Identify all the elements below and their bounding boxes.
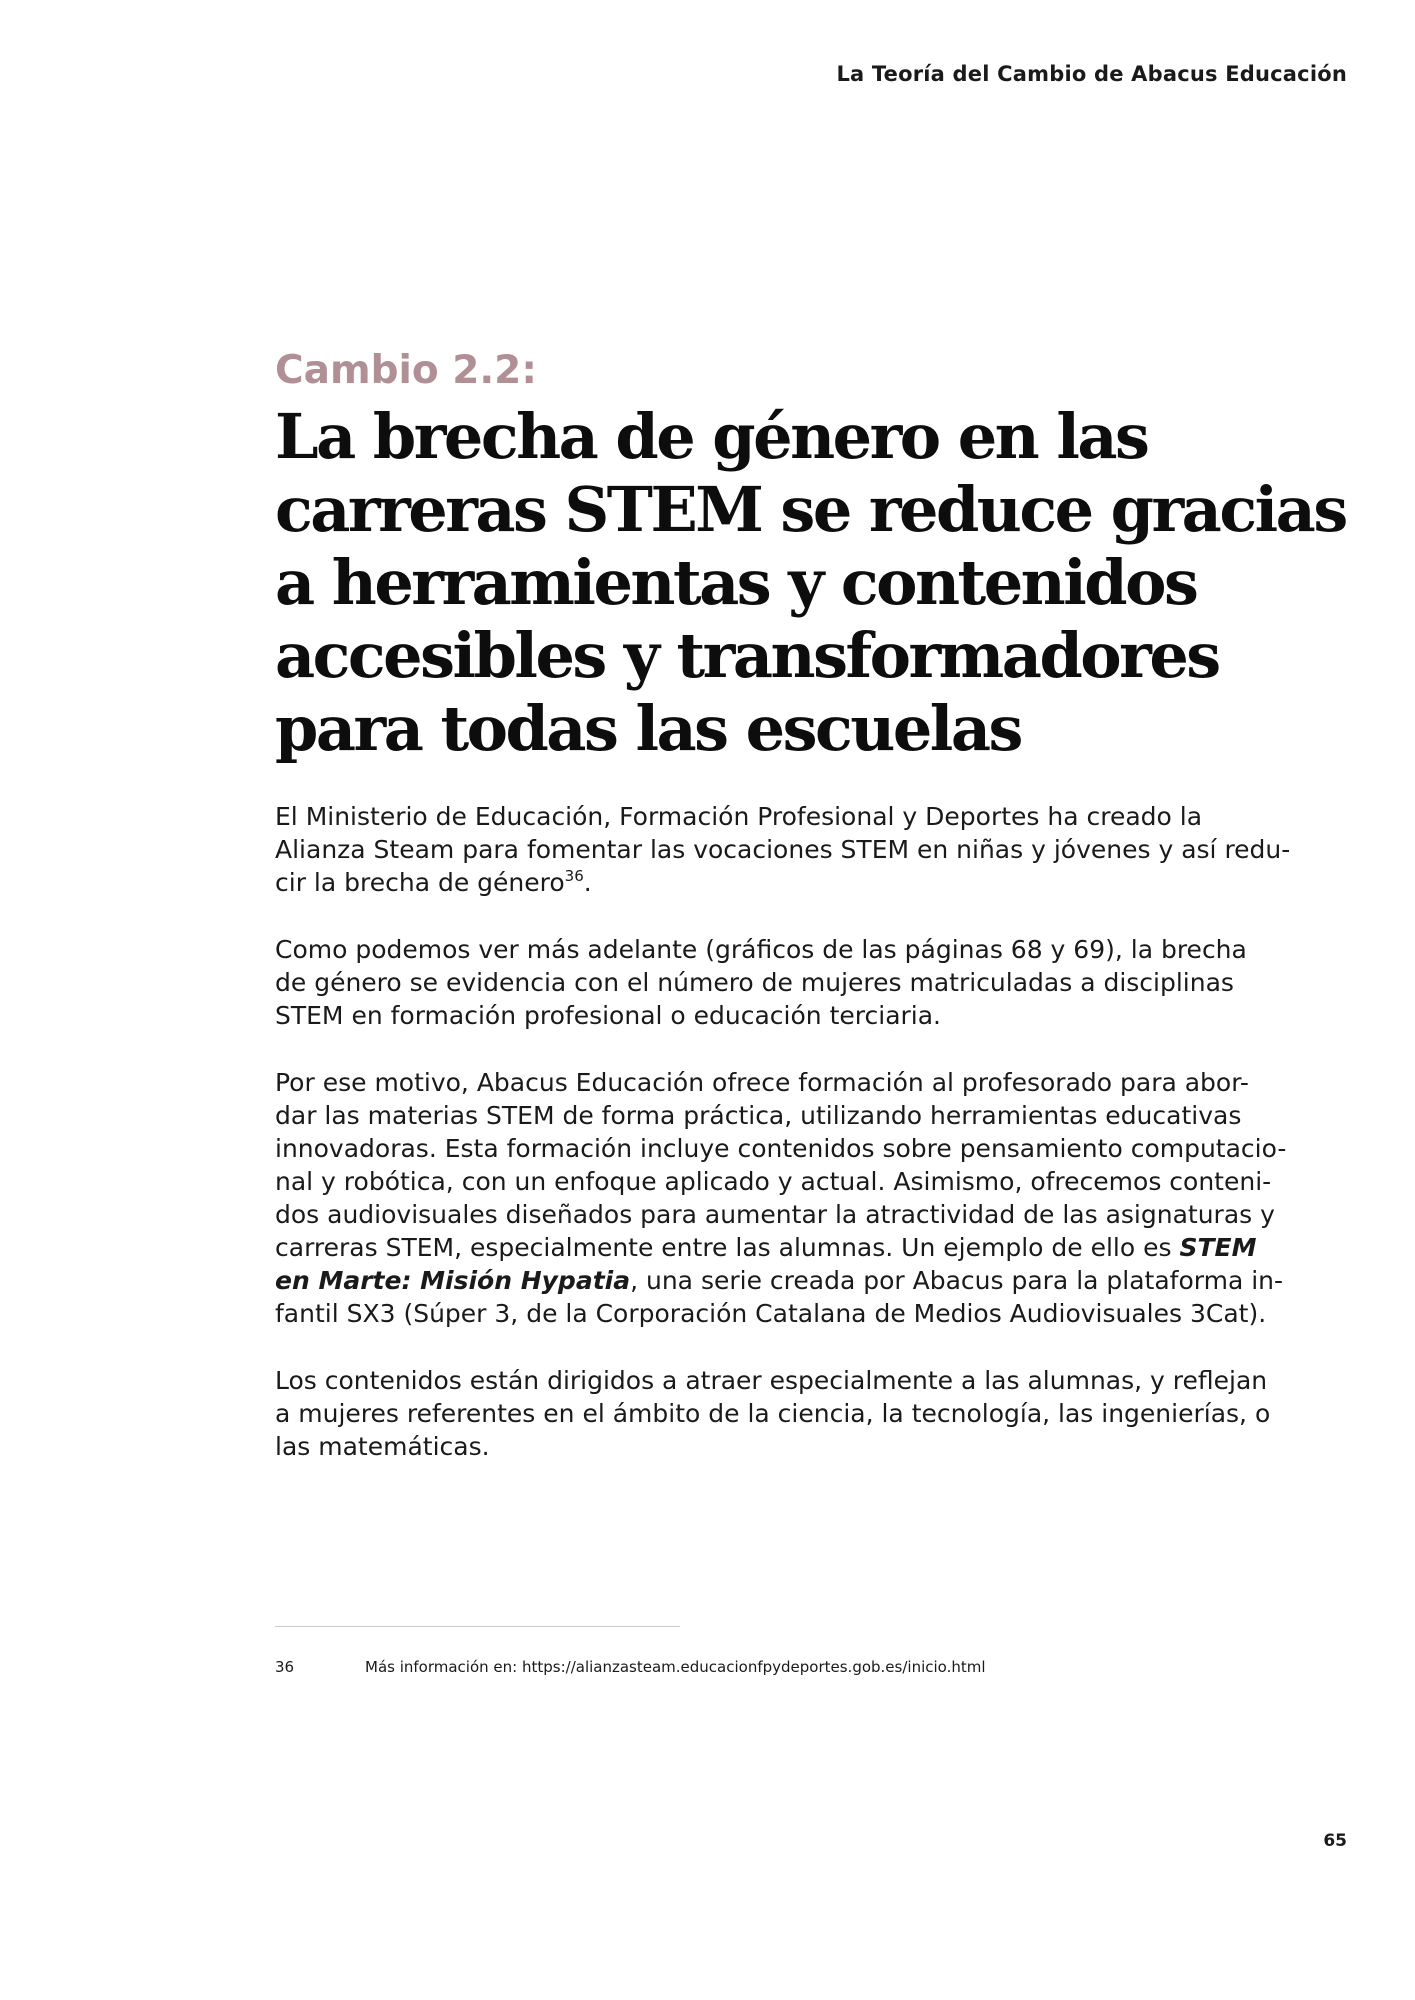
footnote-text[interactable]: Más información en: https://alianzasteam.educacionfpydeportes.gob.es/inicio.html xyxy=(365,1658,986,1676)
paragraph-contenidos xyxy=(275,1364,1275,1463)
text-fragment: . xyxy=(583,868,592,897)
page-title xyxy=(275,400,1346,765)
text-line: a mujeres referentes en el ámbito de la ciencia, la tecnología, las ingenierías, o xyxy=(275,1399,1271,1428)
text-line xyxy=(275,1264,1284,1297)
text-line: fantil SX3 (Súper 3, de la Corporación Catalana de Medios Audiovisuales 3Cat). xyxy=(275,1299,1267,1328)
text-line xyxy=(275,1231,1275,1264)
footnote-number: 36 xyxy=(275,1658,295,1676)
running-header: La Teoría del Cambio de Abacus Educación xyxy=(836,62,1347,86)
title-line: carreras STEM se reduce gracias xyxy=(275,473,1346,546)
text-line xyxy=(275,866,1275,899)
text-fragment: , una serie creada por Abacus para la plataforma in- xyxy=(630,1266,1284,1295)
body-text xyxy=(275,800,1291,1497)
series-title-emphasis: STEM xyxy=(1179,1233,1257,1262)
text-fragment: cir la brecha de género xyxy=(275,868,565,897)
text-line: Alianza Steam para fomentar las vocaciones STEM en niñas y jóvenes y así redu- xyxy=(275,835,1291,864)
text-line: las matemáticas. xyxy=(275,1432,490,1461)
text-line: de género se evidencia con el número de mujeres matriculadas a disciplinas xyxy=(275,968,1234,997)
title-line: La brecha de género en las xyxy=(275,400,1148,473)
series-title-emphasis: en Marte: Misión Hypatia xyxy=(275,1266,631,1295)
text-line: El Ministerio de Educación, Formación Profesional y Deportes ha creado la xyxy=(275,802,1203,831)
text-line: STEM en formación profesional o educación terciaria. xyxy=(275,1001,942,1030)
text-line: nal y robótica, con un enfoque aplicado y actual. Asimismo, ofrecemos conteni- xyxy=(275,1167,1272,1196)
text-fragment: carreras STEM, especialmente entre las alumnas. Un ejemplo de ello es xyxy=(275,1233,1180,1262)
text-line: Por ese motivo, Abacus Educación ofrece formación al profesorado para abor- xyxy=(275,1068,1249,1097)
title-line: accesibles y transformadores xyxy=(275,619,1219,692)
paragraph-alianza xyxy=(275,800,1291,899)
section-kicker: Cambio 2.2: xyxy=(275,348,537,393)
text-line: Los contenidos están dirigidos a atraer especialmente a las alumnas, y reflejan xyxy=(275,1366,1268,1395)
paragraph-formacion xyxy=(275,1066,1287,1330)
footnote-divider xyxy=(275,1626,680,1627)
text-line: dar las materias STEM de forma práctica, utilizando herramientas educativas xyxy=(275,1101,1242,1130)
text-line: dos audiovisuales diseñados para aumentar la atractividad de las asignaturas y xyxy=(275,1200,1275,1229)
text-line: Como podemos ver más adelante (gráficos de las páginas 68 y 69), la brecha xyxy=(275,935,1247,964)
title-line: para todas las escuelas xyxy=(275,692,1021,765)
text-line: innovadoras. Esta formación incluye contenidos sobre pensamiento computacio- xyxy=(275,1134,1287,1163)
paragraph-brecha xyxy=(275,933,1275,1032)
title-line: a herramientas y contenidos xyxy=(275,546,1197,619)
footnote-reference[interactable]: 36 xyxy=(564,867,584,885)
page-number: 65 xyxy=(1323,1831,1347,1851)
